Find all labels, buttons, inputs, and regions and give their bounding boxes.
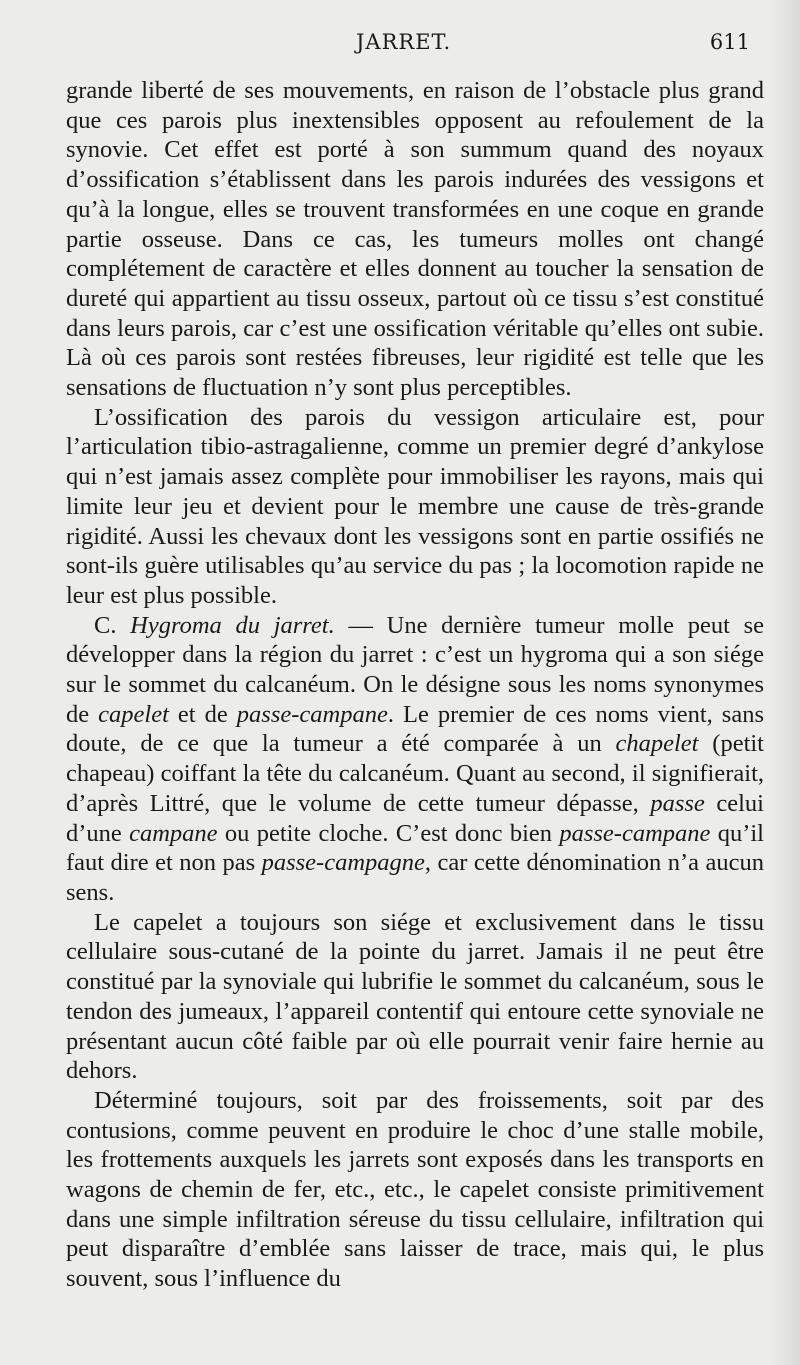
paragraph (66, 403, 764, 611)
text-run: grande liberté de ses mouvements, en raison de l’obstacle plus grand que ces parois plus inextensibles opposent au refoulement de la synovie. Cet effet est porté à son summum quand des noyaux d’ossification s’établissent dans les parois indurées des vessigons et qu’à la longue, elles se trouvent transformées en une coque en grande partie osseuse. Dans ce cas, les tumeurs molles ont changé complétement de caractère et elles donnent au toucher la sensation de dureté qui appartient au tissu osseux, partout où ce tissu s’est constitué dans leurs parois, car c’est une ossification véritable qu’elles ont subie. Là où ces parois sont restées fibreuses, leur rigidité est telle que les sensations de fluctuation n’y sont plus perceptibles. (66, 77, 764, 402)
italic-term: passe-campagne (261, 849, 425, 877)
italic-term: passe-campane (559, 819, 711, 847)
running-head-title: JARRET. (356, 30, 452, 54)
text-run: Le capelet a toujours son siége et exclusivement dans le tissu cellulaire sous-cutané de la pointe du jarret. Jamais il ne peut être constitué par la synoviale qui lubrifie le sommet du calcanéum, sous le tendon des jumeaux, l’appareil contentif qui entoure cette synoviale ne présentant aucun côté faible par où elle pourrait venir faire hernie au dehors. (66, 908, 764, 1085)
italic-term: passe-campane (236, 700, 388, 728)
italic-term: campane (129, 819, 218, 847)
text-run: Déterminé toujours, soit par des froissements, soit par des contusions, comme peuvent en produire le choc d’une stalle mobile, les frottements auxquels les jarrets sont exposés dans les transports en wagons de chemin de fer, etc., etc., le capelet consiste primitivement dans une simple infiltration séreuse du tissu cellulaire, infiltration qui peut disparaître d’emblée sans laisser de trace, mais qui, le plus souvent, sous l’influence du (66, 1086, 764, 1293)
running-head (66, 30, 750, 64)
text-run: celui d’une (66, 789, 764, 847)
text-run: . Le premier de ces noms vient, sans doute, de ce que la tumeur a été comparée à un (66, 700, 764, 758)
text-run: , car cette dénomination n’a aucun sens. (66, 849, 764, 906)
paragraph (66, 611, 764, 908)
body-text (66, 76, 764, 1294)
paragraph (66, 1086, 764, 1294)
italic-term: Hygroma du jarret. (130, 611, 335, 639)
italic-term: chapelet (615, 730, 699, 758)
paragraph (66, 908, 764, 1086)
text-run: qu’il faut dire et non pas (66, 819, 764, 877)
page-number: 611 (709, 30, 750, 54)
text-run: (petit chapeau) coiffant la tête du calcanéum. Quant au second, il signifierait, d’après Littré, que le volume de cette tumeur dépasse, (66, 730, 764, 817)
italic-term: passe (650, 789, 705, 817)
text-run: C. (94, 611, 131, 639)
text-run: ou petite cloche. C’est donc bien (217, 819, 560, 847)
text-run: L’ossification des parois du vessigon articulaire est, pour l’articulation tibio-astragalienne, comme un premier degré d’ankylose qui n’est jamais assez complète pour immobiliser les rayons, mais qui limite leur jeu et devient pour le membre une cause de très-grande rigidité. Aussi les chevaux dont les vessigons sont en partie ossifiés ne sont-ils guère utilisables qu’au service du pas ; la locomotion rapide ne leur est plus possible. (66, 403, 764, 609)
text-run: — Une dernière tumeur molle peut se développer dans la région du jarret : c’est un hygroma qui a son siége sur le sommet du calcanéum. On le désigne sous les noms synonymes de (66, 611, 764, 728)
paragraph (66, 76, 764, 403)
italic-term: capelet (98, 700, 169, 728)
text-run: et de (168, 700, 237, 728)
